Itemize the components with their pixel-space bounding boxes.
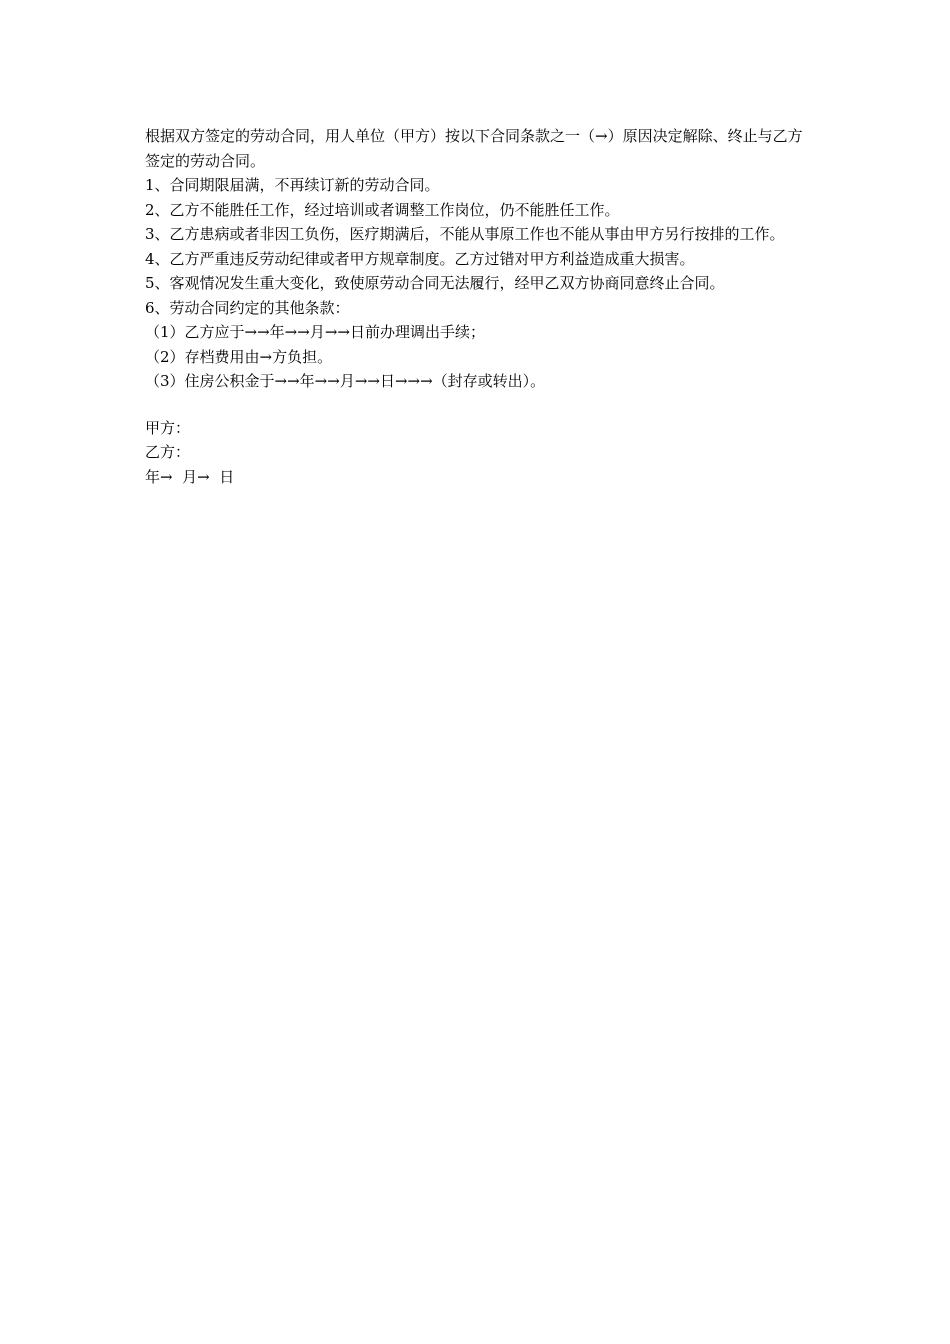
document-body: [145, 124, 815, 489]
party-a-signature: 甲方：: [145, 418, 191, 437]
clause-2: 2、乙方不能胜任工作，经过培训或者调整工作岗位，仍不能胜任工作。: [145, 200, 620, 219]
clause-4: 4、乙方严重违反劳动纪律或者甲方规章制度。乙方过错对甲方利益造成重大损害。: [145, 249, 695, 268]
sub-clause-1: （1）乙方应于→→年→→月→→日前办理调出手续；: [145, 323, 485, 341]
clause-1: 1、合同期限届满，不再续订新的劳动合同。: [145, 176, 440, 194]
sub-clause-3: （3）住房公积金于→→年→→月→→日→→→（封存或转出）。: [145, 372, 546, 390]
blank-line: [145, 394, 815, 416]
clause-3: 3、乙方患病或者非因工负伤，医疗期满后，不能从事原工作也不能从事由甲方另行按排的工作。: [145, 225, 785, 243]
clause-6: 6、劳动合同约定的其他条款：: [145, 298, 350, 317]
clause-5: 5、客观情况发生重大变化，致使原劳动合同无法履行，经甲乙双方协商同意终止合同。: [145, 274, 725, 292]
party-b-signature: 乙方：: [145, 443, 191, 461]
sub-clause-2: （2）存档费用由→方负担。: [145, 347, 333, 366]
signature-date: 年→ 月→ 日: [145, 467, 235, 486]
intro-paragraph: 根据双方签定的劳动合同，用人单位（甲方）按以下合同条款之一（→）原因决定解除、终止与乙方签定的劳动合同。: [145, 127, 803, 170]
